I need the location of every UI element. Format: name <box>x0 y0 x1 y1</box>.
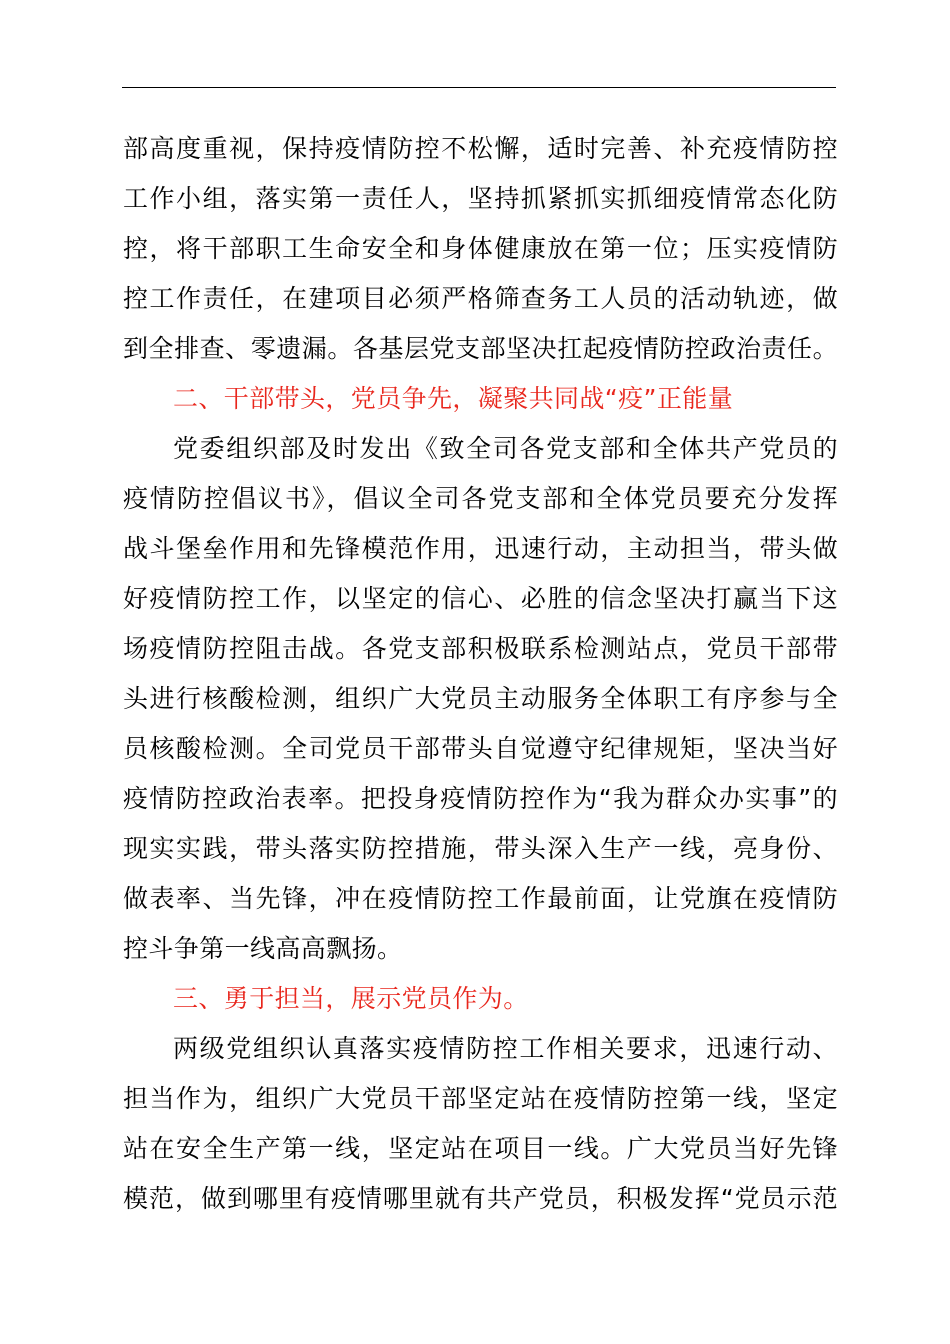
body-line: 工作小组，落实第一责任人，坚持抓紧抓实抓细疫情常态化防 <box>123 184 838 213</box>
body-line: 疫情防控政治表率。把投身疫情防控作为“我为群众办实事”的 <box>123 784 838 813</box>
paragraph-first-line: 两级党组织认真落实疫情防控工作相关要求，迅速行动、 <box>173 1034 838 1063</box>
body-line: 控工作责任，在建项目必须严格筛查务工人员的活动轨迹，做 <box>123 284 838 313</box>
body-line: 好疫情防控工作，以坚定的信心、必胜的信念坚决打赢当下这 <box>123 584 838 613</box>
body-line: 疫情防控倡议书》，倡议全司各党支部和全体党员要充分发挥 <box>123 484 838 513</box>
document-body <box>123 124 838 1224</box>
body-line: 战斗堡垒作用和先锋模范作用，迅速行动，主动担当，带头做 <box>123 534 838 563</box>
body-line: 部高度重视，保持疫情防控不松懈，适时完善、补充疫情防控 <box>123 134 838 163</box>
body-line: 员核酸检测。全司党员干部带头自觉遵守纪律规矩，坚决当好 <box>123 734 838 763</box>
body-line: 头进行核酸检测，组织广大党员主动服务全体职工有序参与全 <box>123 684 838 713</box>
body-line: 场疫情防控阻击战。各党支部积极联系检测站点，党员干部带 <box>123 634 838 663</box>
section-heading: 二、干部带头，党员争先，凝聚共同战“疫”正能量 <box>173 384 734 413</box>
paragraph-first-line: 党委组织部及时发出《致全司各党支部和全体共产党员的 <box>173 434 838 463</box>
body-line: 模范，做到哪里有疫情哪里就有共产党员，积极发挥“党员示范 <box>123 1184 838 1213</box>
header-rule <box>122 87 836 88</box>
body-line: 到全排查、零遗漏。各基层党支部坚决扛起疫情防控政治责任。 <box>123 334 838 363</box>
body-line: 现实实践，带头落实防控措施，带头深入生产一线，亮身份、 <box>123 834 838 863</box>
body-line: 控，将干部职工生命安全和身体健康放在第一位；压实疫情防 <box>123 234 838 263</box>
section-heading: 三、勇于担当，展示党员作为。 <box>173 984 529 1013</box>
body-line: 控斗争第一线高高飘扬。 <box>123 934 403 963</box>
body-line: 担当作为，组织广大党员干部坚定站在疫情防控第一线，坚定 <box>123 1084 838 1113</box>
body-line: 做表率、当先锋，冲在疫情防控工作最前面，让党旗在疫情防 <box>123 884 838 913</box>
body-line: 站在安全生产第一线，坚定站在项目一线。广大党员当好先锋 <box>123 1134 838 1163</box>
